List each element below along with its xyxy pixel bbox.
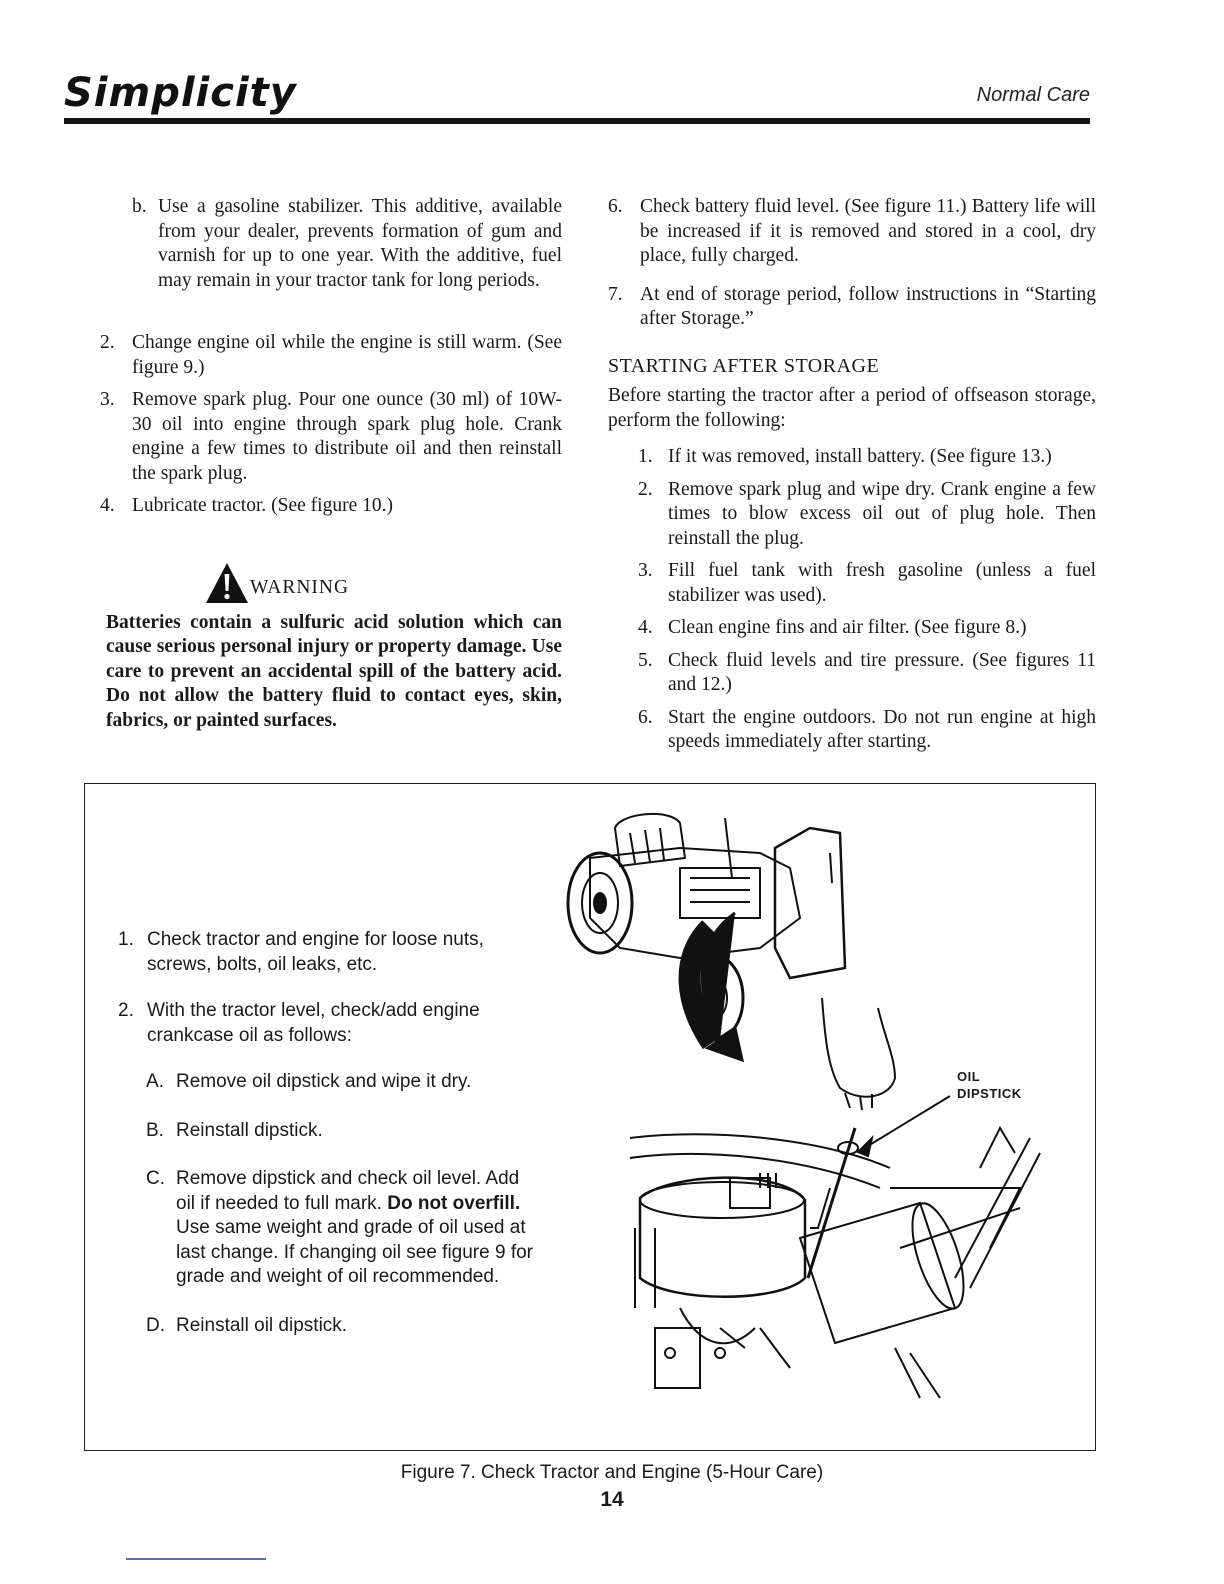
item-label: D. bbox=[146, 1314, 165, 1336]
item-number: 2. bbox=[638, 478, 653, 500]
item-text: Remove spark plug and wipe dry. Crank engine a few times to blow excess oil out of plug hole. Then reinstall the plug. bbox=[668, 478, 1096, 549]
item-text: Remove oil dipstick and wipe it dry. bbox=[176, 1071, 472, 1092]
figure-caption: Figure 7. Check Tractor and Engine (5-Hour Care) bbox=[400, 1462, 824, 1483]
item-text: Use a gasoline stabilizer. This additive, available from your dealer, prevents formation of gum and varnish for up to one year. With the additive, fuel may remain in your tractor tank for long periods. bbox=[158, 196, 562, 291]
list-item bbox=[638, 559, 1096, 608]
list-item bbox=[638, 478, 1096, 552]
item-text: With the tractor level, check/add engine crankcase oil as follows: bbox=[147, 1000, 480, 1046]
footer-link-underline bbox=[126, 1558, 266, 1560]
item-label: b. bbox=[132, 196, 147, 217]
item-number: 6. bbox=[638, 706, 653, 728]
warning-triangle-icon bbox=[204, 561, 250, 605]
item-number: 1. bbox=[118, 929, 134, 950]
item-text: Reinstall dipstick. bbox=[176, 1119, 323, 1141]
list-item bbox=[118, 1314, 538, 1339]
list-item bbox=[638, 616, 1096, 641]
callout-line: DIPSTICK bbox=[957, 1086, 1022, 1101]
tractor-engine-illustration bbox=[560, 808, 1080, 1408]
list-item bbox=[608, 283, 1096, 332]
item-text: Reinstall oil dipstick. bbox=[176, 1314, 348, 1336]
left-column bbox=[100, 195, 562, 733]
item-number: 3. bbox=[638, 560, 653, 581]
figure-instructions bbox=[118, 928, 538, 1362]
list-item bbox=[100, 331, 562, 380]
steps-list bbox=[608, 445, 1096, 755]
item-number: 2. bbox=[118, 1000, 134, 1021]
item-number: 2. bbox=[100, 332, 115, 353]
item-text: Remove dipstick and check oil level. Add oil if needed to full mark. bbox=[176, 1168, 520, 1214]
list-item bbox=[118, 999, 538, 1048]
item-number: 1. bbox=[638, 446, 653, 467]
warning-label: WARNING bbox=[250, 577, 350, 598]
list-item bbox=[118, 928, 538, 977]
item-text: Check tractor and engine for loose nuts, screws, bolts, oil leaks, etc. bbox=[147, 929, 484, 975]
item-text: Clean engine fins and air filter. (See figure 8.) bbox=[668, 617, 1027, 638]
list-item bbox=[608, 195, 1096, 269]
intro-text: Before starting the tractor after a period of offseason storage, perform the following: bbox=[608, 385, 1096, 431]
item-number: 6. bbox=[608, 196, 623, 217]
item-text: If it was removed, install battery. (See figure 13.) bbox=[668, 446, 1052, 467]
section-heading: STARTING AFTER STORAGE bbox=[608, 354, 880, 377]
list-item bbox=[100, 195, 562, 293]
list-item bbox=[638, 445, 1096, 470]
list-item bbox=[638, 706, 1096, 755]
warning-text: Batteries contain a sulfuric acid solution which can cause serious personal injury or property damage. Use care to prevent an accidental spill of the battery acid. Do not allow the battery fluid to contact eyes, skin, fabrics, or painted surfaces. bbox=[106, 611, 562, 731]
item-number: 5. bbox=[638, 649, 653, 671]
item-text: Lubricate tractor. (See figure 10.) bbox=[132, 495, 393, 516]
header-divider bbox=[64, 118, 1090, 124]
bold-warning-text: Do not overfill. bbox=[387, 1192, 521, 1214]
list-item bbox=[118, 1070, 538, 1095]
item-text: Change engine oil while the engine is still warm. (See figure 9.) bbox=[132, 332, 562, 378]
item-number: 3. bbox=[100, 389, 115, 410]
section-title: Normal Care bbox=[976, 84, 1090, 106]
item-text: At end of storage period, follow instructions in “Starting after Storage.” bbox=[640, 283, 1096, 329]
item-text: Remove spark plug. Pour one ounce (30 ml) of 10W-30 oil into engine through spark plug hole. Crank engine a few times to distribute oil and then reinstall the spark plug. bbox=[132, 389, 562, 484]
item-text: Fill fuel tank with fresh gasoline (unless a fuel stabilizer was used). bbox=[668, 560, 1096, 606]
warning-heading bbox=[204, 561, 562, 605]
list-item bbox=[638, 649, 1096, 698]
item-number: 4. bbox=[100, 495, 115, 516]
item-number: 7. bbox=[608, 283, 623, 305]
right-column bbox=[608, 195, 1096, 763]
list-item bbox=[118, 1119, 538, 1144]
item-text: Start the engine outdoors. Do not run engine at high speeds immediately after starting. bbox=[668, 706, 1096, 752]
item-text: Check fluid levels and tire pressure. (See figures 11 and 12.) bbox=[668, 649, 1096, 695]
list-item bbox=[100, 494, 562, 519]
list-item bbox=[118, 1167, 538, 1290]
callout-line: OIL bbox=[957, 1069, 981, 1084]
item-label: B. bbox=[146, 1119, 164, 1141]
item-text: Check battery fluid level. (See figure 11.) Battery life will be increased if it is removed and stored in a cool, dry place, fully charged. bbox=[640, 196, 1096, 266]
item-text: Use same weight and grade of oil used at last change. If changing oil see figure 9 for grade and weight of oil recommended. bbox=[176, 1217, 534, 1287]
oil-dipstick-callout bbox=[957, 1068, 1022, 1102]
item-number: 4. bbox=[638, 617, 653, 638]
page-number: 14 bbox=[600, 1488, 624, 1511]
item-label: C. bbox=[146, 1168, 165, 1189]
brand-logo: Simplicity bbox=[64, 70, 297, 116]
item-label: A. bbox=[146, 1071, 164, 1092]
list-item bbox=[100, 388, 562, 486]
